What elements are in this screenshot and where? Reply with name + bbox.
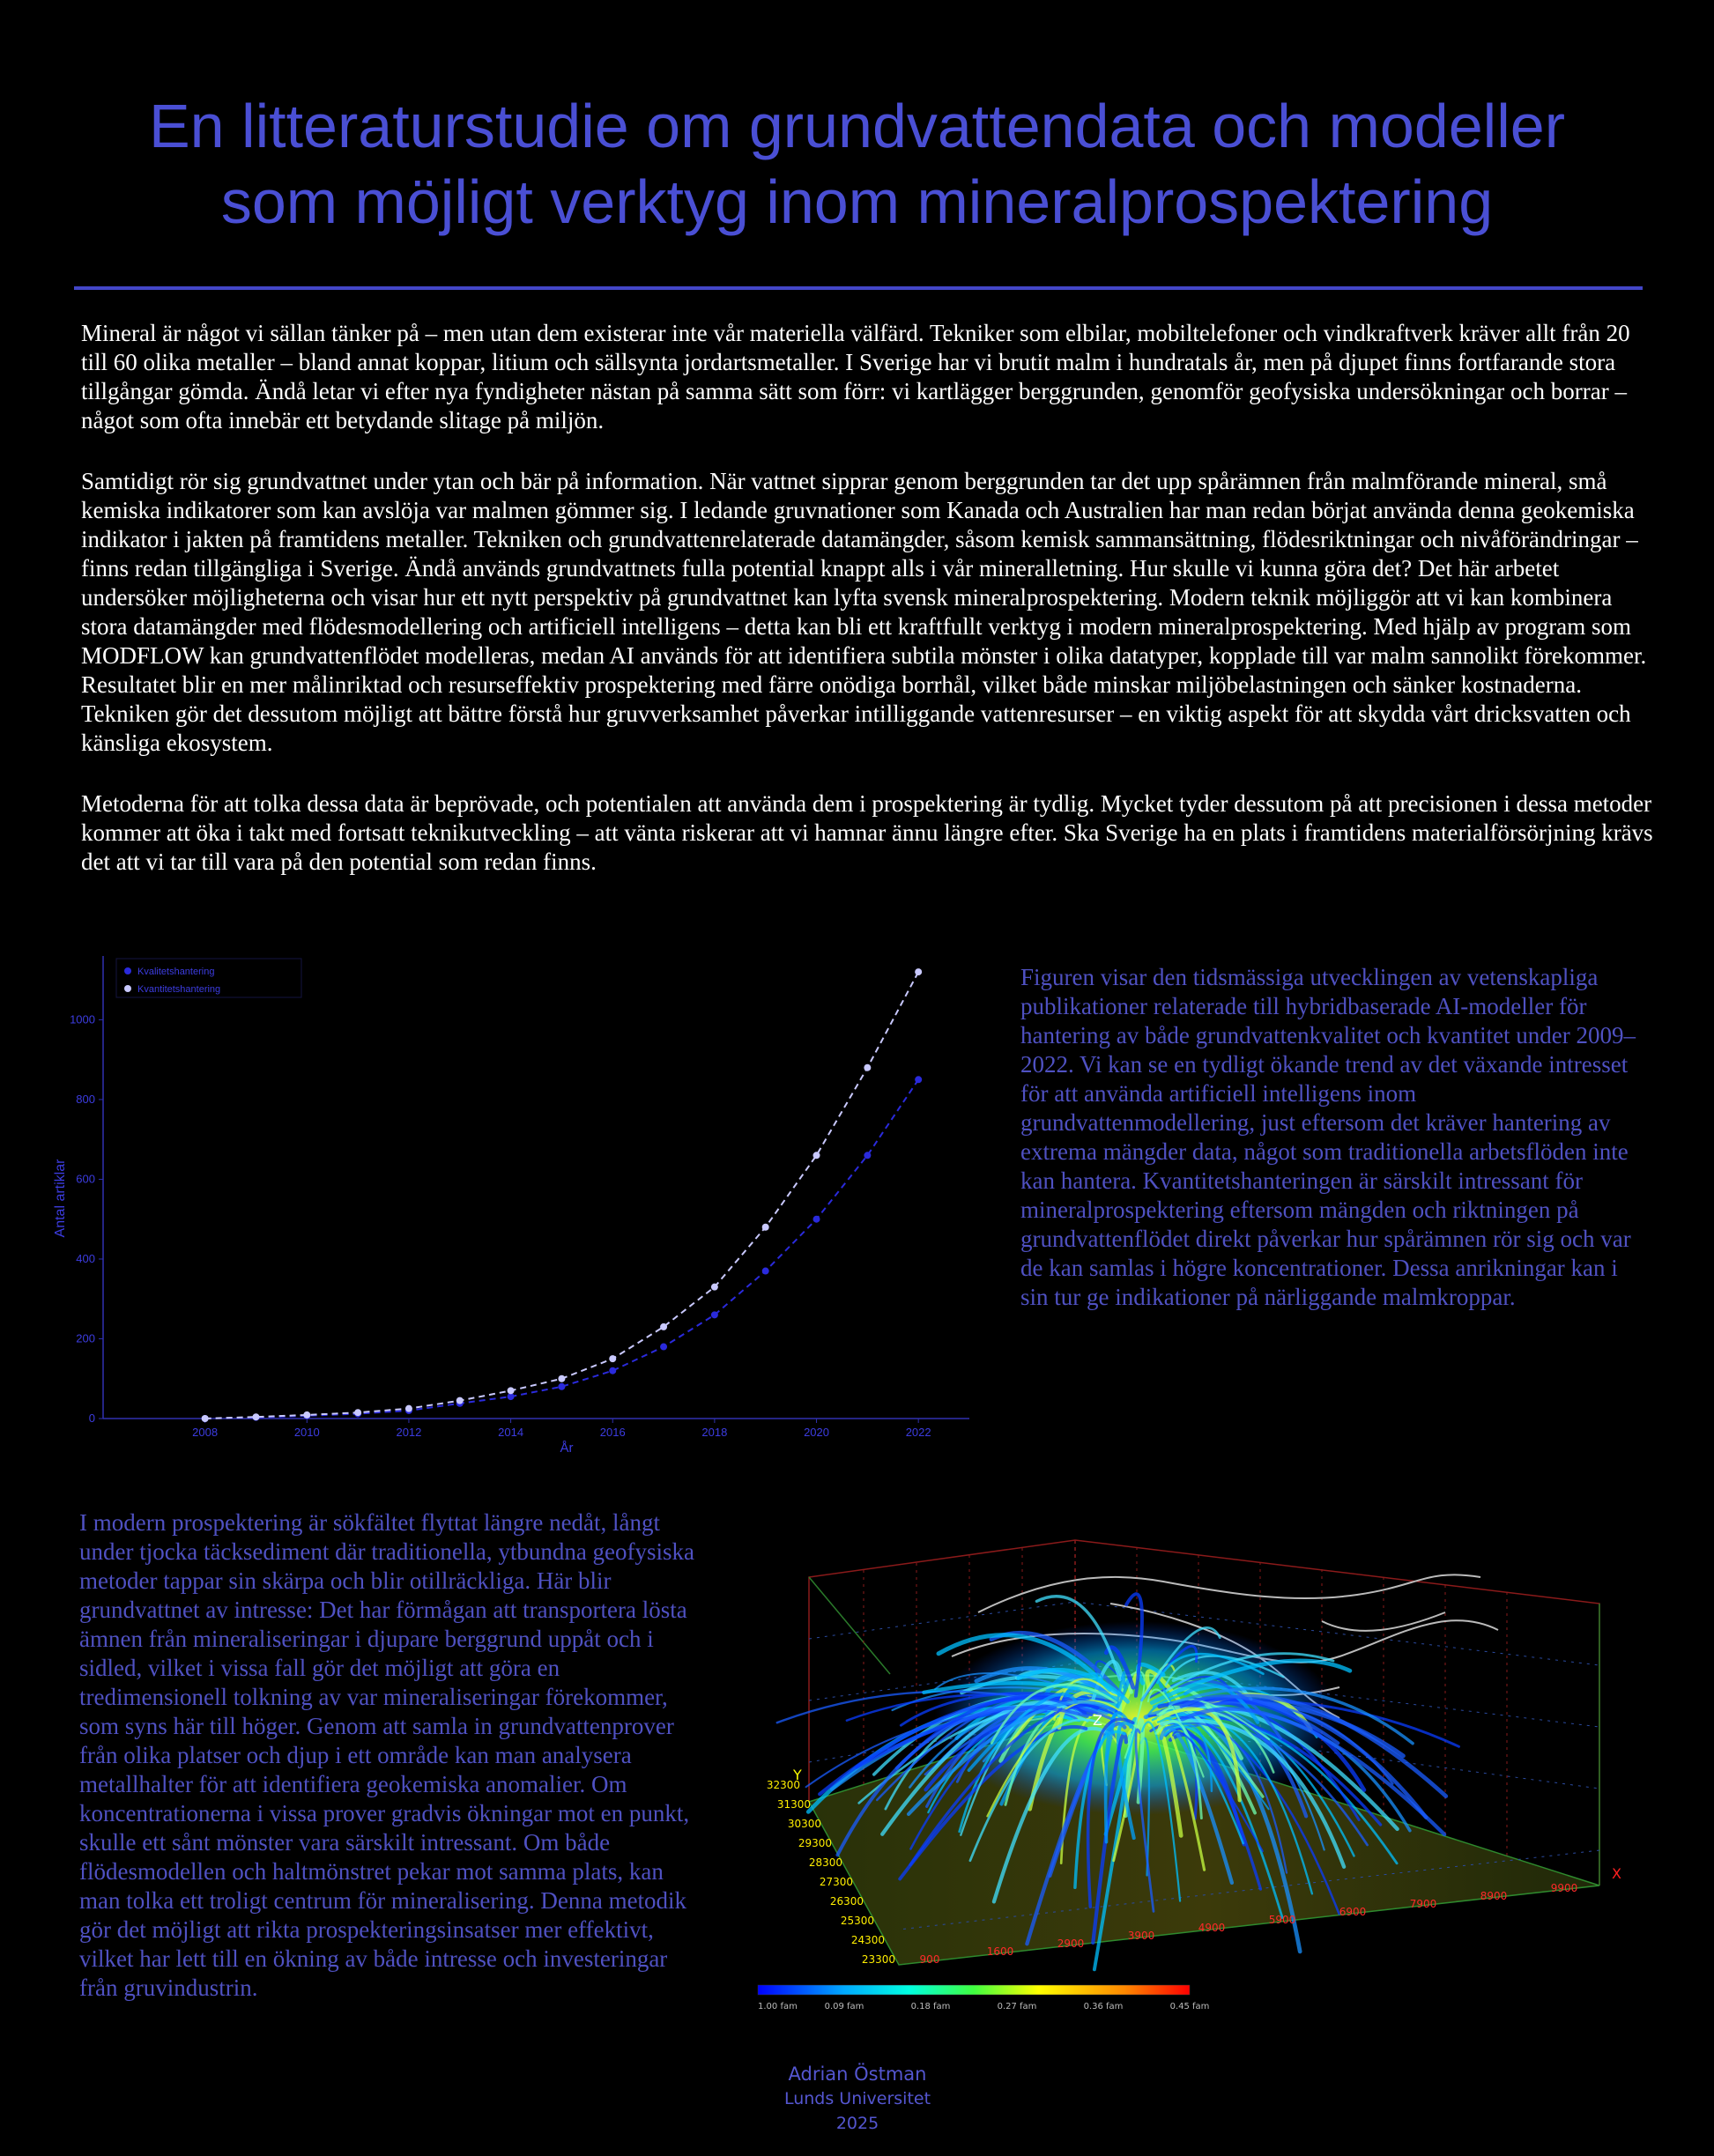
chart-point-2 xyxy=(202,1415,209,1422)
y-tick-label: 29300 xyxy=(798,1837,832,1849)
groundwater-flow-3d-figure xyxy=(723,1498,1621,2026)
author-block xyxy=(769,2062,946,2136)
intro-paragraph-1: Mineral är något vi sällan tänker på – men utan dem existerar inte vår materiella välfärd. Tekniker som elbilar, mobiltelefoner och vindkraftverk kräver allt från 20 till 60 olika metaller – bland annat koppar, litium och sällsynta jordartsmetaller. I Sverige har vi brutit malm i hundratals år, men på djupet finns fortfarande stora tillgångar gömda. Ändå letar vi efter nya fyndigheter nästan på samma sätt som förr: vi kartlägger berggrunden, genomför geofysiska undersökningar och borrar – något som ofta innebär ett betydande slitage på miljön. xyxy=(81,320,1630,433)
y-tick-label: 25300 xyxy=(840,1915,874,1927)
chart-caption: Figuren visar den tidsmässiga utvecklingen av vetenskapliga publikationer relaterade till hybridbaserade AI-modeller för hantering av både grundvattenkvalitet och kvantitet under 2009–2022. Vi kan se en tydligt ökande trend av det växande intresset för att använda artificiell intelligens inom grundvattenmodellering, just eftersom det kräver hantering av extrema mängder data, något som traditionella arbetsflöden inte kan hantera. Kvantitetshanteringen är särskilt intressant för mineralprospektering eftersom mängden och riktningen på grundvattenflödet direkt påverkar hur spårämnen rör sig och var de kan samlas i högre koncentrationer. Dessa anrikningar kan i sin tur ge indikationer på närliggande malmkroppar. xyxy=(1020,964,1636,1310)
x-tick-label: 7900 xyxy=(1409,1898,1437,1910)
intro-paragraph-3: Metoderna för att tolka dessa data är beprövade, och potentialen att använda dem i prospektering är tydlig. Mycket tyder dessutom på att precisionen i dessa metoder kommer att öka i takt med fortsatt teknikutveckling – att vänta riskerar att vi hamnar ännu längre efter. Ska Sverige ha en plats i framtidens materialförsörjning krävs det att vi tar till vara på den potential som redan finns. xyxy=(81,790,1653,875)
chart-legend xyxy=(116,959,301,997)
x-tick-label: 2900 xyxy=(1057,1937,1085,1950)
x-tick-label: 900 xyxy=(919,1953,940,1966)
chart-point-2 xyxy=(303,1411,310,1419)
poster-title xyxy=(53,88,1661,240)
colorbar-tick-label: 0.27 fam xyxy=(997,2002,1037,2012)
chart-x-tick-label: 2008 xyxy=(192,1426,219,1439)
colorbar-tick-labels xyxy=(758,2002,1209,2012)
chart-axes xyxy=(70,956,969,1439)
x-tick-label: 8900 xyxy=(1480,1890,1508,1902)
chart-y-tick-label: 800 xyxy=(76,1092,95,1106)
chart-x-tick-label: 2014 xyxy=(498,1426,524,1439)
chart-point-2 xyxy=(354,1409,361,1416)
chart-legend-label: Kvalitetshantering xyxy=(137,967,215,977)
chart-series-line-1 xyxy=(205,1079,919,1419)
chart-point-1 xyxy=(864,1152,871,1159)
chart-point-2 xyxy=(456,1397,464,1404)
chart-point-1 xyxy=(762,1268,769,1275)
chart-x-tick-label: 2018 xyxy=(701,1426,728,1439)
colorbar xyxy=(758,1985,1190,1995)
chart-legend-marker xyxy=(124,985,131,992)
chart-legend-label: Kvantitetshantering xyxy=(137,984,221,995)
chart-point-2 xyxy=(660,1323,667,1330)
y-tick-label: 30300 xyxy=(787,1818,821,1830)
y-tick-label: 23300 xyxy=(861,1953,895,1966)
y-tick-label: 24300 xyxy=(850,1934,885,1946)
x-tick-label: 4900 xyxy=(1198,1922,1226,1934)
chart-x-tick-label: 2012 xyxy=(396,1426,422,1439)
chart-point-2 xyxy=(405,1405,412,1412)
x-tick-label: 1600 xyxy=(986,1945,1014,1958)
chart-x-tick-label: 2020 xyxy=(804,1426,829,1439)
colorbar-tick-label: 0.09 fam xyxy=(824,2002,864,2012)
chart-point-1 xyxy=(558,1383,565,1390)
chart-y-tick-label: 400 xyxy=(76,1251,95,1265)
chart-y-tick-label: 200 xyxy=(76,1331,95,1345)
title-line-1: En litteraturstudie om grundvattendata och modeller xyxy=(148,92,1566,160)
chart-y-tick-label: 600 xyxy=(76,1172,95,1186)
author-name: Adrian Östman xyxy=(788,2063,927,2085)
chart-point-2 xyxy=(252,1413,259,1420)
y-tick-label: 26300 xyxy=(829,1895,864,1908)
chart-point-1 xyxy=(660,1344,667,1351)
chart-point-2 xyxy=(711,1284,718,1291)
chart-point-2 xyxy=(609,1355,616,1362)
axis-y-label: Y xyxy=(793,1767,802,1783)
x-tick-label: 6900 xyxy=(1339,1906,1367,1918)
chart-x-label: År xyxy=(560,1441,574,1456)
x-tick-label: 3900 xyxy=(1127,1930,1155,1942)
chart-y-tick-label: 0 xyxy=(88,1411,95,1425)
colorbar-tick-label: 0.45 fam xyxy=(1169,2002,1210,2012)
axis-z-label: Z xyxy=(1093,1712,1102,1729)
chart-x-tick-label: 2016 xyxy=(599,1426,626,1439)
colorbar-tick-label: 0.18 fam xyxy=(910,2002,951,2012)
intro-text xyxy=(81,319,1658,908)
y-tick-label: 27300 xyxy=(819,1876,853,1888)
y-tick-label: 32300 xyxy=(766,1779,800,1791)
chart-point-2 xyxy=(762,1224,769,1231)
intro-paragraph-2: Samtidigt rör sig grundvattnet under ytan och bär på information. När vattnet sipprar genom berggrunden tar det upp spårämnen från malmförande mineral, små kemiska indikatorer som kan avslöja var malmen gömmer sig. I ledande gruvnationer som Kanada och Australien har man redan börjat använda denna geokemiska indikator i jakten på framtidens metaller. Tekniken och grundvattenrelaterade datamängder, såsom kemisk sammansättning, flödesriktningar och nivåförändringar – finns redan tillgängliga i Sverige. Ändå används grundvattnets fulla potential knappt alls i vår mineralletning. Hur skulle vi kunna göra det? Det här arbetet undersöker möjligheterna och visar hur ett nytt perspektiv på grundvattnet kan lyfta svensk mineralprospektering. Modern teknik möjliggör att vi kan kombinera stora datamängder med flödesmodellering och artificiell intelligens – detta kan bli ett kraftfullt verktyg i modern mineralprospektering. Med hjälp av program som MODFLOW kan grundvattenflödet modelleras, medan AI används för att identifiera subtila mönster i olika datatyper, kopplade till var malm sannolikt förekommer. Resultatet blir en mer målinriktad och resurseffektiv prospektering med färre onödiga borrhål, vilket både minskar miljöbelastningen och sänker kostnaderna. Tekniken gör det dessutom möjligt att bättre förstå hur gruvverksamhet påverkar intilliggande vattenresurser – en viktig aspekt för att skydda vårt dricksvatten och känsliga ekosystem. xyxy=(81,468,1647,756)
colorbar-tick-label: 0.36 fam xyxy=(1083,2002,1124,2012)
chart-point-1 xyxy=(711,1311,718,1318)
chart-point-1 xyxy=(813,1216,820,1223)
chart-point-2 xyxy=(813,1152,820,1159)
chart-point-2 xyxy=(508,1387,515,1394)
model-caption: I modern prospektering är sökfältet flyttat längre nedåt, långt under tjocka täcksediment där traditionella, ytbundna geofysiska metoder tappar sin skärpa och blir otillräckliga. Här blir grundvattnet av intresse: Det har förmågan att transportera lösta ämnen från mineraliseringar i djupare berggrund uppåt och i sidled, vilket i vissa fall gör det möjligt att göra en tredimensionell tolkning av var mineraliseringar förekommer, som syns här till höger. Genom att samla in grundvattenprover från olika platser och djup i ett område kan man analysera metallhalter för att identifiera geokemiska anomalier. Om koncentrationerna i vissa prover gradvis ökningar mot en punkt, skulle ett sånt mönster vara särskilt intressant. Om både flödesmodellen och haltmönstret pekar mot samma plats, kan man tolka ett troligt centrum för mineralisering. Denna metodik gör det möjligt att rikta prospekteringsinsatser mer effektivt, vilket har lett till en ökning av både intresse och investeringar från gruvindustrin. xyxy=(79,1509,695,2001)
chart-series xyxy=(202,968,923,1422)
chart-y-label: Antal artiklar xyxy=(53,1159,68,1238)
title-line-2: som möjligt verktyg inom mineralprospektering xyxy=(220,167,1494,236)
x-tick-label: 5900 xyxy=(1268,1914,1296,1926)
chart-point-2 xyxy=(558,1375,565,1382)
y-tick-label: 28300 xyxy=(808,1856,842,1869)
axis-x-label: X xyxy=(1612,1865,1621,1882)
y-tick-label: 31300 xyxy=(776,1798,811,1811)
x-tick-label: 9900 xyxy=(1550,1882,1578,1894)
publications-chart xyxy=(35,938,987,1476)
chart-series-line-2 xyxy=(205,972,919,1419)
chart-x-tick-label: 2022 xyxy=(905,1426,931,1439)
colorbar-tick-label: 1.00 fam xyxy=(758,2002,798,2012)
chart-y-tick-label: 1000 xyxy=(70,1012,95,1026)
chart-point-1 xyxy=(915,1076,922,1083)
chart-point-2 xyxy=(915,968,922,975)
title-divider xyxy=(74,286,1643,290)
author-affiliation: Lunds Universitet 2025 xyxy=(783,2089,931,2133)
chart-legend-marker xyxy=(124,967,131,974)
chart-point-1 xyxy=(609,1367,616,1374)
chart-point-2 xyxy=(864,1064,871,1071)
chart-x-tick-label: 2010 xyxy=(293,1426,320,1439)
